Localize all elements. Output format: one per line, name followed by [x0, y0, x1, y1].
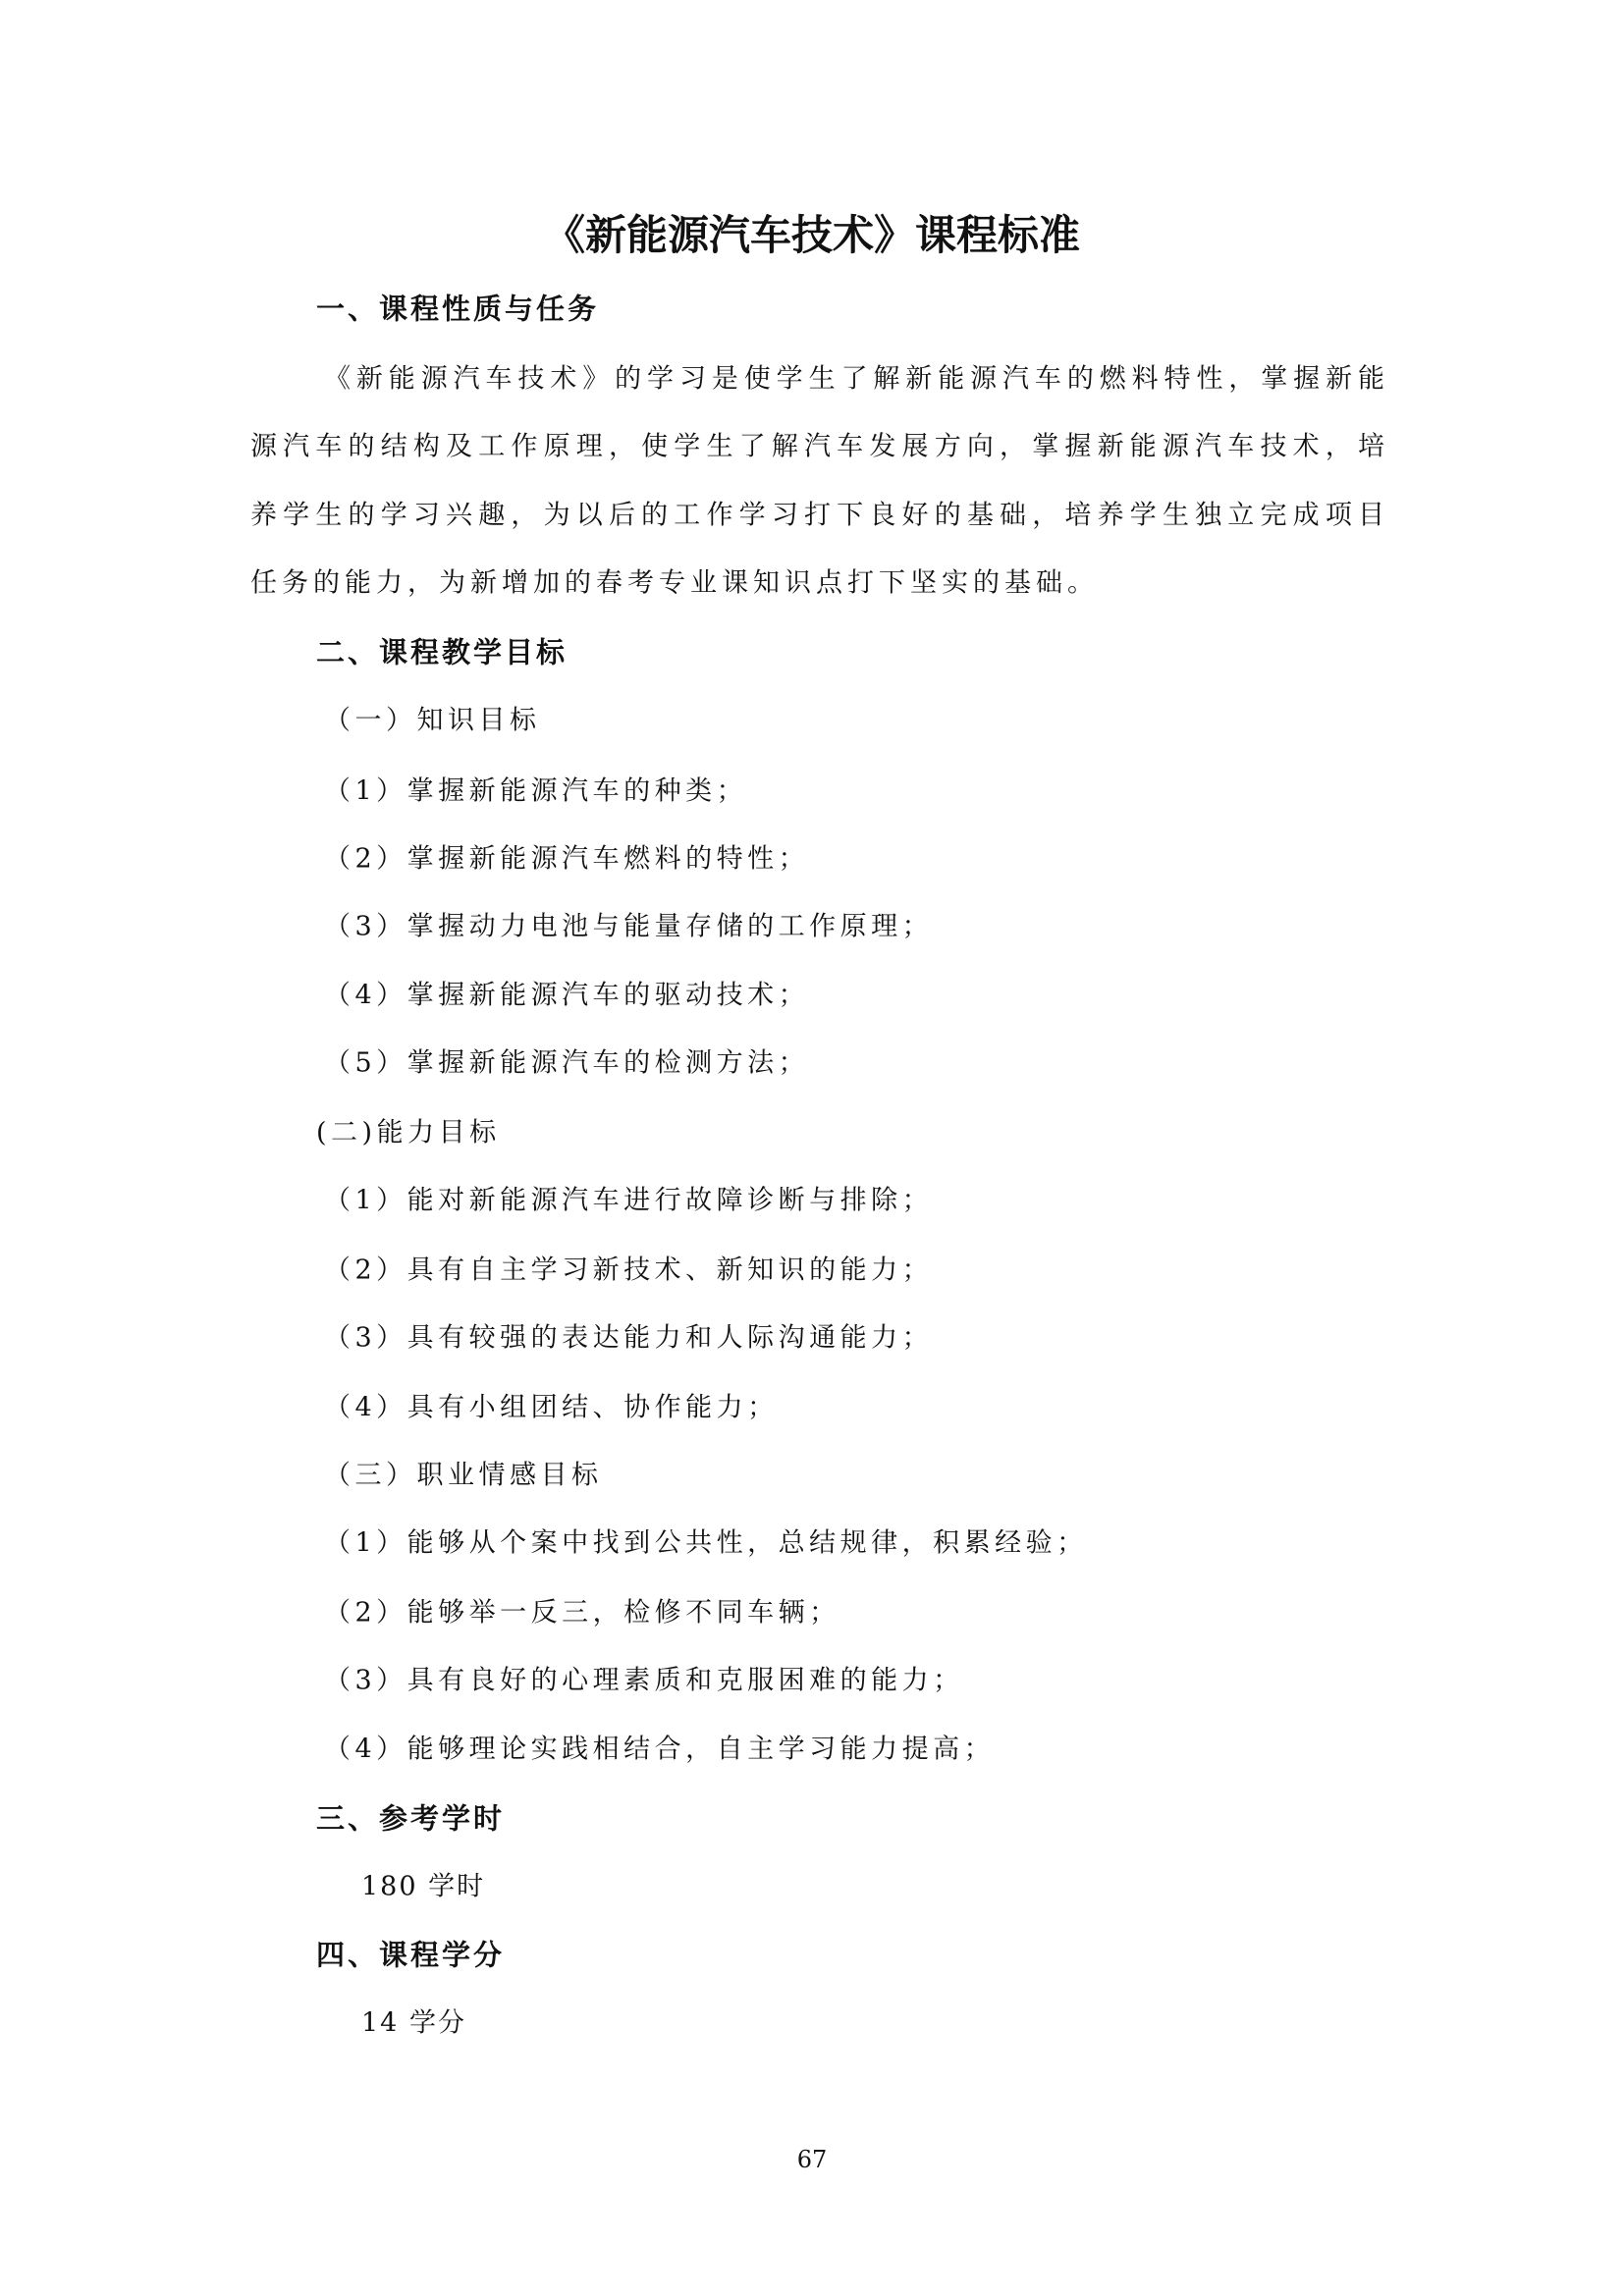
list-item: （2）能够举一反三，检修不同车辆；	[324, 1597, 840, 1629]
paragraph-line: 任务的能力，为新增加的春考专业课知识点打下坚实的基础。	[250, 567, 1099, 599]
list-item: （2）掌握新能源汽车燃料的特性；	[324, 843, 810, 875]
page-title: 《新能源汽车技术》课程标准	[543, 211, 1080, 259]
section-heading-1: 一、课程性质与任务	[316, 292, 600, 326]
section-heading-4: 四、课程学分	[316, 1938, 506, 1972]
paragraph-line: 养学生的学习兴趣，为以后的工作学习打下良好的基础，培养学生独立完成项目	[250, 500, 1384, 531]
list-item: （2）具有自主学习新技术、新知识的能力；	[324, 1255, 934, 1286]
subsection-label: (二)能力目标	[316, 1117, 501, 1148]
paragraph-line: 源汽车的结构及工作原理，使学生了解汽车发展方向，掌握新能源汽车技术，培	[250, 431, 1384, 462]
subsection-label: （一）知识目标	[324, 705, 541, 736]
list-item: （1）能对新能源汽车进行故障诊断与排除；	[324, 1185, 934, 1216]
list-item: （3）掌握动力电池与能量存储的工作原理；	[324, 911, 934, 942]
subsection-label: （三）职业情感目标	[324, 1460, 603, 1491]
list-item: （3）具有良好的心理素质和克服困难的能力；	[324, 1665, 964, 1696]
list-item: （3）具有较强的表达能力和人际沟通能力；	[324, 1322, 934, 1354]
paragraph-line: 《新能源汽车技术》的学习是使学生了解新能源汽车的燃料特性，掌握新能	[324, 363, 1384, 395]
list-item: （5）掌握新能源汽车的检测方法；	[324, 1047, 810, 1079]
section-heading-3: 三、参考学时	[316, 1801, 506, 1836]
credits: 14 学分	[361, 2007, 466, 2039]
study-hours: 180 学时	[361, 1871, 486, 1902]
list-item: （4）能够理论实践相结合，自主学习能力提高；	[324, 1734, 996, 1765]
list-item: （1）能够从个案中找到公共性，总结规律，积累经验；	[324, 1527, 1088, 1559]
list-item: （4）掌握新能源汽车的驱动技术；	[324, 980, 810, 1011]
list-item: （1）掌握新能源汽车的种类；	[324, 775, 748, 807]
page-number: 67	[796, 2146, 828, 2173]
list-item: （4）具有小组团结、协作能力；	[324, 1392, 779, 1423]
section-heading-2: 二、课程教学目标	[316, 635, 568, 669]
